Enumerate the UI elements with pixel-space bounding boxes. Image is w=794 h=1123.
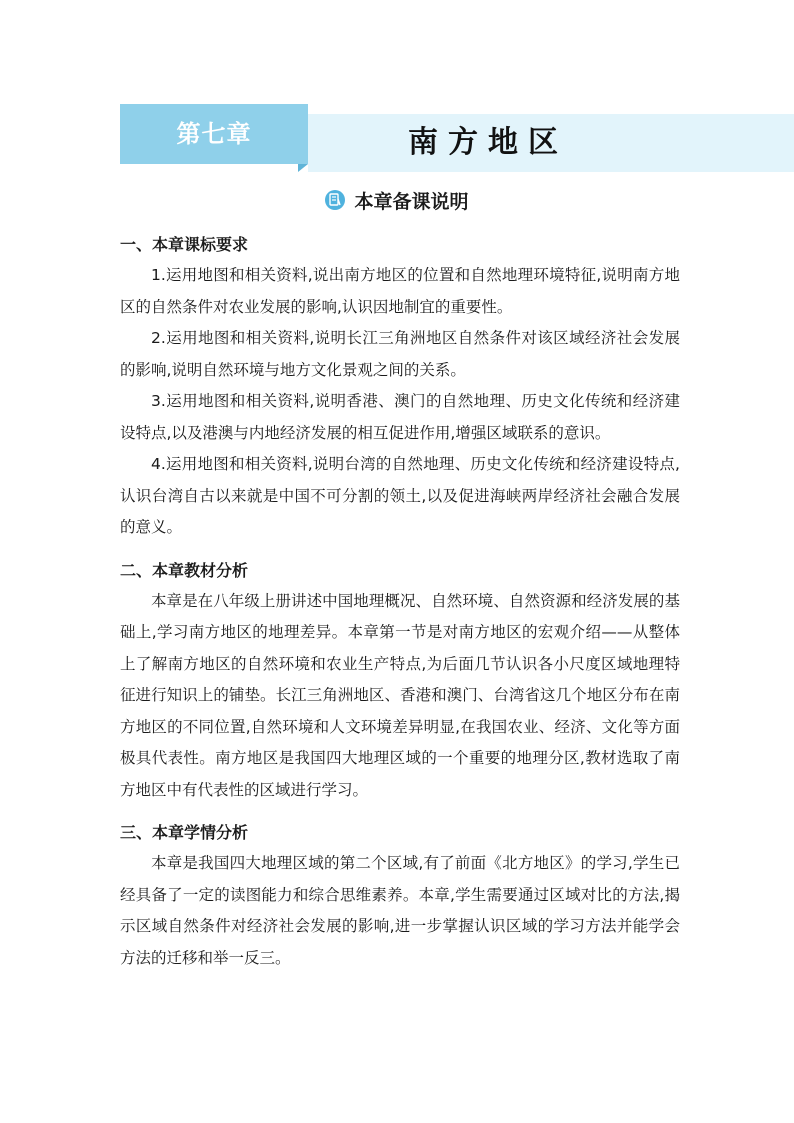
section-heading-standards: 一、本章课标要求 — [120, 235, 249, 254]
pencil-circle-icon — [325, 190, 345, 210]
chapter-label: 第七章 — [176, 120, 252, 148]
chapter-title: 南方地区 — [408, 125, 568, 160]
document-body — [120, 230, 680, 974]
chapter-label-tail — [298, 164, 308, 172]
chapter-header — [120, 104, 794, 172]
standards-item-2: 2.运用地图和相关资料,说明长江三角洲地区自然条件对该区域经济社会发展的影响,说明自然环境与地方文化景观之间的关系。 — [120, 329, 680, 379]
standards-item-4: 4.运用地图和相关资料,说明台湾的自然地理、历史文化传统和经济建设特点,认识台湾自古以来就是中国不可分割的领土,以及促进海峡两岸经济社会融合发展的意义。 — [120, 455, 680, 536]
section-heading-learner-analysis: 三、本章学情分析 — [120, 823, 249, 842]
section-heading-textbook-analysis: 二、本章教材分析 — [120, 560, 249, 580]
standards-item-3: 3.运用地图和相关资料,说明香港、澳门的自然地理、历史文化传统和经济建设特点,以及港澳与内地经济发展的相互促进作用,增强区域联系的意识。 — [120, 392, 680, 442]
standards-item-1: 1.运用地图和相关资料,说出南方地区的位置和自然地理环境特征,说明南方地区的自然条件对农业发展的影响,认识因地制宜的重要性。 — [120, 266, 680, 316]
textbook-analysis-paragraph: 本章是在八年级上册讲述中国地理概况、自然环境、自然资源和经济发展的基础上,学习南方地区的地理差异。本章第一节是对南方地区的宏观介绍——从整体上了解南方地区的自然环境和农业生产特点,为后面几节认识各小尺度区域地理特征进行知识上的铺垫。长江三角洲地区、香港和澳门、台湾省这几个地区分布在南方地区的不同位置,自然环境和人文环境差异明显,在我国农业、经济、文化等方面极具代表性。南方地区是我国四大地理区域的一个重要的地理分区,教材选取了南方地区中有代表性的区域进行学习。 — [120, 591, 680, 799]
prep-title: 本章备课说明 — [354, 190, 469, 213]
prep-heading — [0, 186, 794, 216]
learner-analysis-paragraph: 本章是我国四大地理区域的第二个区域,有了前面《北方地区》的学习,学生已经具备了一定的读图能力和综合思维素养。本章,学生需要通过区域对比的方法,揭示区域自然条件对经济社会发展的影响,进一步掌握认识区域的学习方法并能学会方法的迁移和举一反三。 — [120, 854, 680, 967]
